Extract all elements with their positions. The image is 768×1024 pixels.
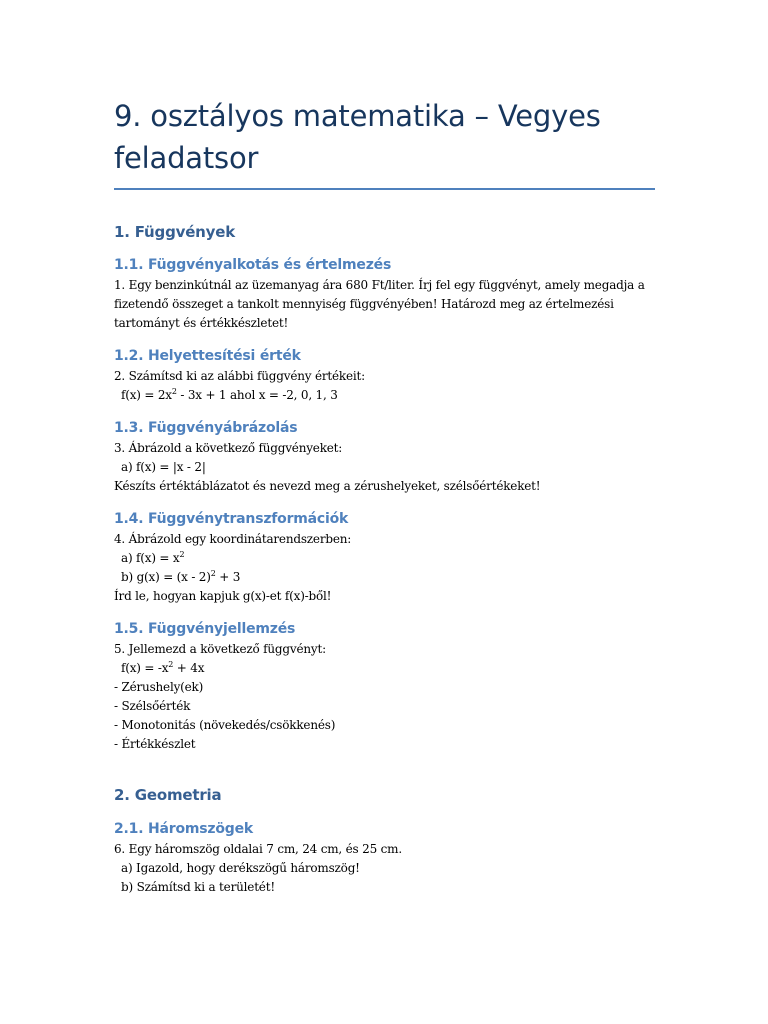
problem-1-line-1: 1. Egy benzinkútnál az üzemanyag ára 680 Ft/liter. Írj fel egy függvényt, amely megadja a	[114, 278, 645, 292]
problem-6-line-1: 6. Egy háromszög oldalai 7 cm, 24 cm, és 25 cm.	[114, 842, 402, 856]
subsection-heading-1-1: 1.1. Függvényalkotás és értelmezés	[114, 257, 392, 273]
title-divider	[114, 188, 655, 190]
document-title: 9. osztályos matematika – Vegyes feladatsor	[114, 99, 601, 175]
problem-4-line-3: b) g(x) = (x - 2)$^2$ + 3	[121, 569, 241, 584]
problem-5-line-6: - Értékkészlet	[114, 737, 196, 751]
problem-4-line-2: a) $f(x) = x^2$	[121, 550, 185, 565]
problem-4-line-4: Írd le, hogyan kapjuk g(x)-et f(x)-ből!	[114, 589, 332, 603]
problem-1-line-2: fizetendő összeget a tankolt mennyiség függvényében! Határozd meg az értelmezési	[114, 297, 614, 311]
problem-3-line-1: 3. Ábrázold a következő függvényeket:	[114, 441, 343, 455]
section-heading-functions: 1. Függvények	[114, 223, 235, 241]
subsection-heading-2-1: 2.1. Háromszögek	[114, 821, 253, 837]
subsection-heading-1-5: 1.5. Függvényjellemzés	[114, 621, 296, 637]
problem-5-line-3: - Zérushely(ek)	[114, 680, 204, 694]
subsection-heading-1-4: 1.4. Függvénytranszformációk	[114, 511, 349, 527]
subsection-heading-1-2: 1.2. Helyettesítési érték	[114, 348, 301, 364]
problem-5-line-4: - Szélsőérték	[114, 699, 191, 713]
problem-5-line-5: - Monotonitás (növekedés/csökkenés)	[114, 718, 336, 732]
problem-2-line-2: $f(x) = 2x^2 - 3x + 1$ ahol x = -2, 0, 1, 3	[121, 387, 338, 402]
problem-6-line-2: a) Igazold, hogy derékszögű háromszög!	[121, 861, 360, 875]
section-heading-geometry: 2. Geometria	[114, 786, 222, 804]
problem-1-line-3: tartományt és értékkészletet!	[114, 316, 289, 330]
problem-6-line-3: b) Számítsd ki a területét!	[121, 880, 275, 894]
problem-4-line-1: 4. Ábrázold egy koordinátarendszerben:	[114, 532, 352, 546]
problem-5-line-1: 5. Jellemezd a következő függvényt:	[114, 642, 326, 656]
document-page	[114, 0, 656, 897]
problem-2-line-1: 2. Számítsd ki az alábbi függvény értékeit:	[114, 369, 366, 383]
problem-5-line-2: $f(x) = -x^2 + 4x$	[121, 660, 205, 675]
problem-3-line-2: a) f(x) = |x - 2|	[121, 460, 206, 474]
problem-3-line-3: Készíts értéktáblázatot és nevezd meg a zérushelyeket, szélsőértékeket!	[114, 479, 541, 493]
subsection-heading-1-3: 1.3. Függvényábrázolás	[114, 420, 298, 436]
